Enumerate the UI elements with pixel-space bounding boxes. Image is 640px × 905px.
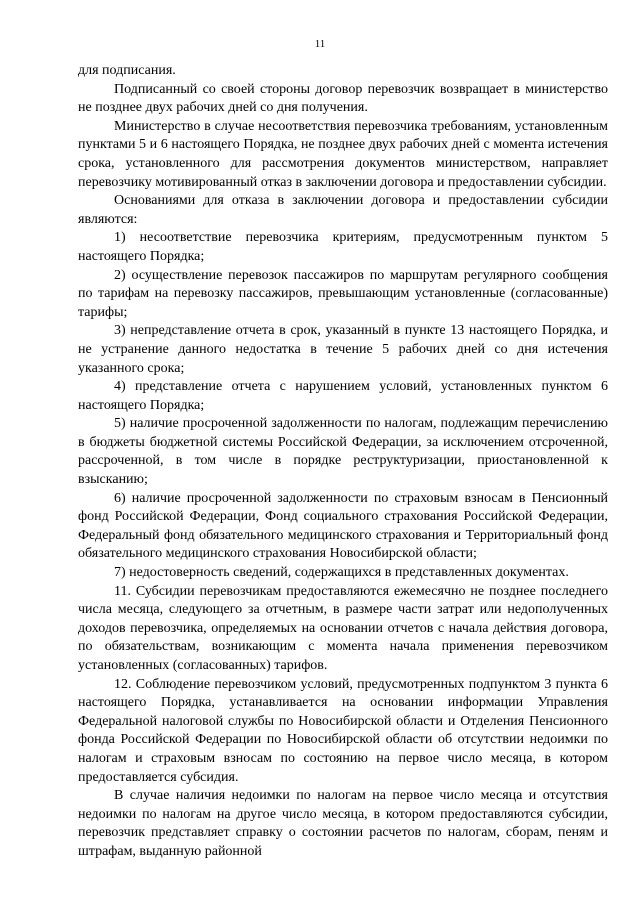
paragraph: В случае наличия недоимки по налогам на первое число месяца и отсутствия недоимки по налогам на другое число месяца, в котором предоставляются субсидии, перевозчик представляет справку о состоянии расчетов по налогам, сборам, пеням и штрафам, выданную районной [78, 788, 608, 859]
paragraph: Основаниями для отказа в заключении договора и предоставлении субсидии являются: [78, 193, 608, 227]
list-item: 2) осуществление перевозок пассажиров по маршрутам регулярного сообщения по тарифам на перевозку пассажиров, превышающим установленные (согласованные) тарифы; [78, 267, 608, 320]
list-item: 3) непредставление отчета в срок, указанный в пункте 13 настоящего Порядка, и не устранение данного недостатка в течение 5 рабочих дней со дня истечения указанного срока; [78, 323, 608, 376]
paragraph: 11. Субсидии перевозчикам предоставляются ежемесячно не позднее последнего числа месяца, следующего за отчетным, в размере части затрат или недополученных доходов перевозчика, определяемых на основании отчетов с начала действия договора, по обязательствам, возникающим с момента начала применения перевозчиком установленных (согласованных) тарифов. [78, 583, 608, 673]
paragraph: Подписанный со своей стороны договор перевозчик возвращает в министерство не позднее двух рабочих дней со дня получения. [78, 81, 608, 116]
page-number: 11 [314, 38, 326, 50]
paragraph: 12. Соблюдение перевозчиком условий, предусмотренных подпунктом 3 пункта 6 настоящего Порядка, устанавливается на основании информации Управления Федеральной налоговой службы по Новосибирской области и Отделения Пенсионного фонда Российской Федерации по Новосибирской области об отсутствии недоимки по налогам и страховым взносам по состоянию на первое число месяца, в котором предоставляется субсидия. [78, 676, 608, 785]
document-body [78, 62, 608, 862]
paragraph: для подписания. [78, 63, 176, 78]
list-item: 6) наличие просроченной задолженности по страховым взносам в Пенсионный фонд Российской Федерации, Фонд социального страхования Российской Федерации, Федеральный фонд обязательного медицинского страхования и Территориальный фонд обязательного медицинского страхования Новосибирской области; [78, 490, 608, 562]
list-item: 7) недостоверность сведений, содержащихся в представленных документах. [114, 565, 569, 581]
paragraph: Министерство в случае несоответствия перевозчика требованиям, установленным пунктами 5 и 6 настоящего Порядка, не позднее двух рабочих дней с момента истечения срока, установленного для рассмотрения документов министерством, направляет перевозчику мотивированный отказ в заключении договора и предоставлении субсидии. [78, 118, 608, 190]
list-item: 5) наличие просроченной задолженности по налогам, подлежащим перечислению в бюджеты бюджетной системы Российской Федерации, за исключением отсроченной, рассроченной, в том числе в порядке реструктуризации, приостановленной к взысканию; [78, 416, 608, 488]
list-item: 4) представление отчета с нарушением условий, установленных пунктом 6 настоящего Порядка; [78, 379, 608, 413]
list-item: 1) несоответствие перевозчика критериям, предусмотренным пунктом 5 настоящего Порядка; [78, 230, 608, 264]
